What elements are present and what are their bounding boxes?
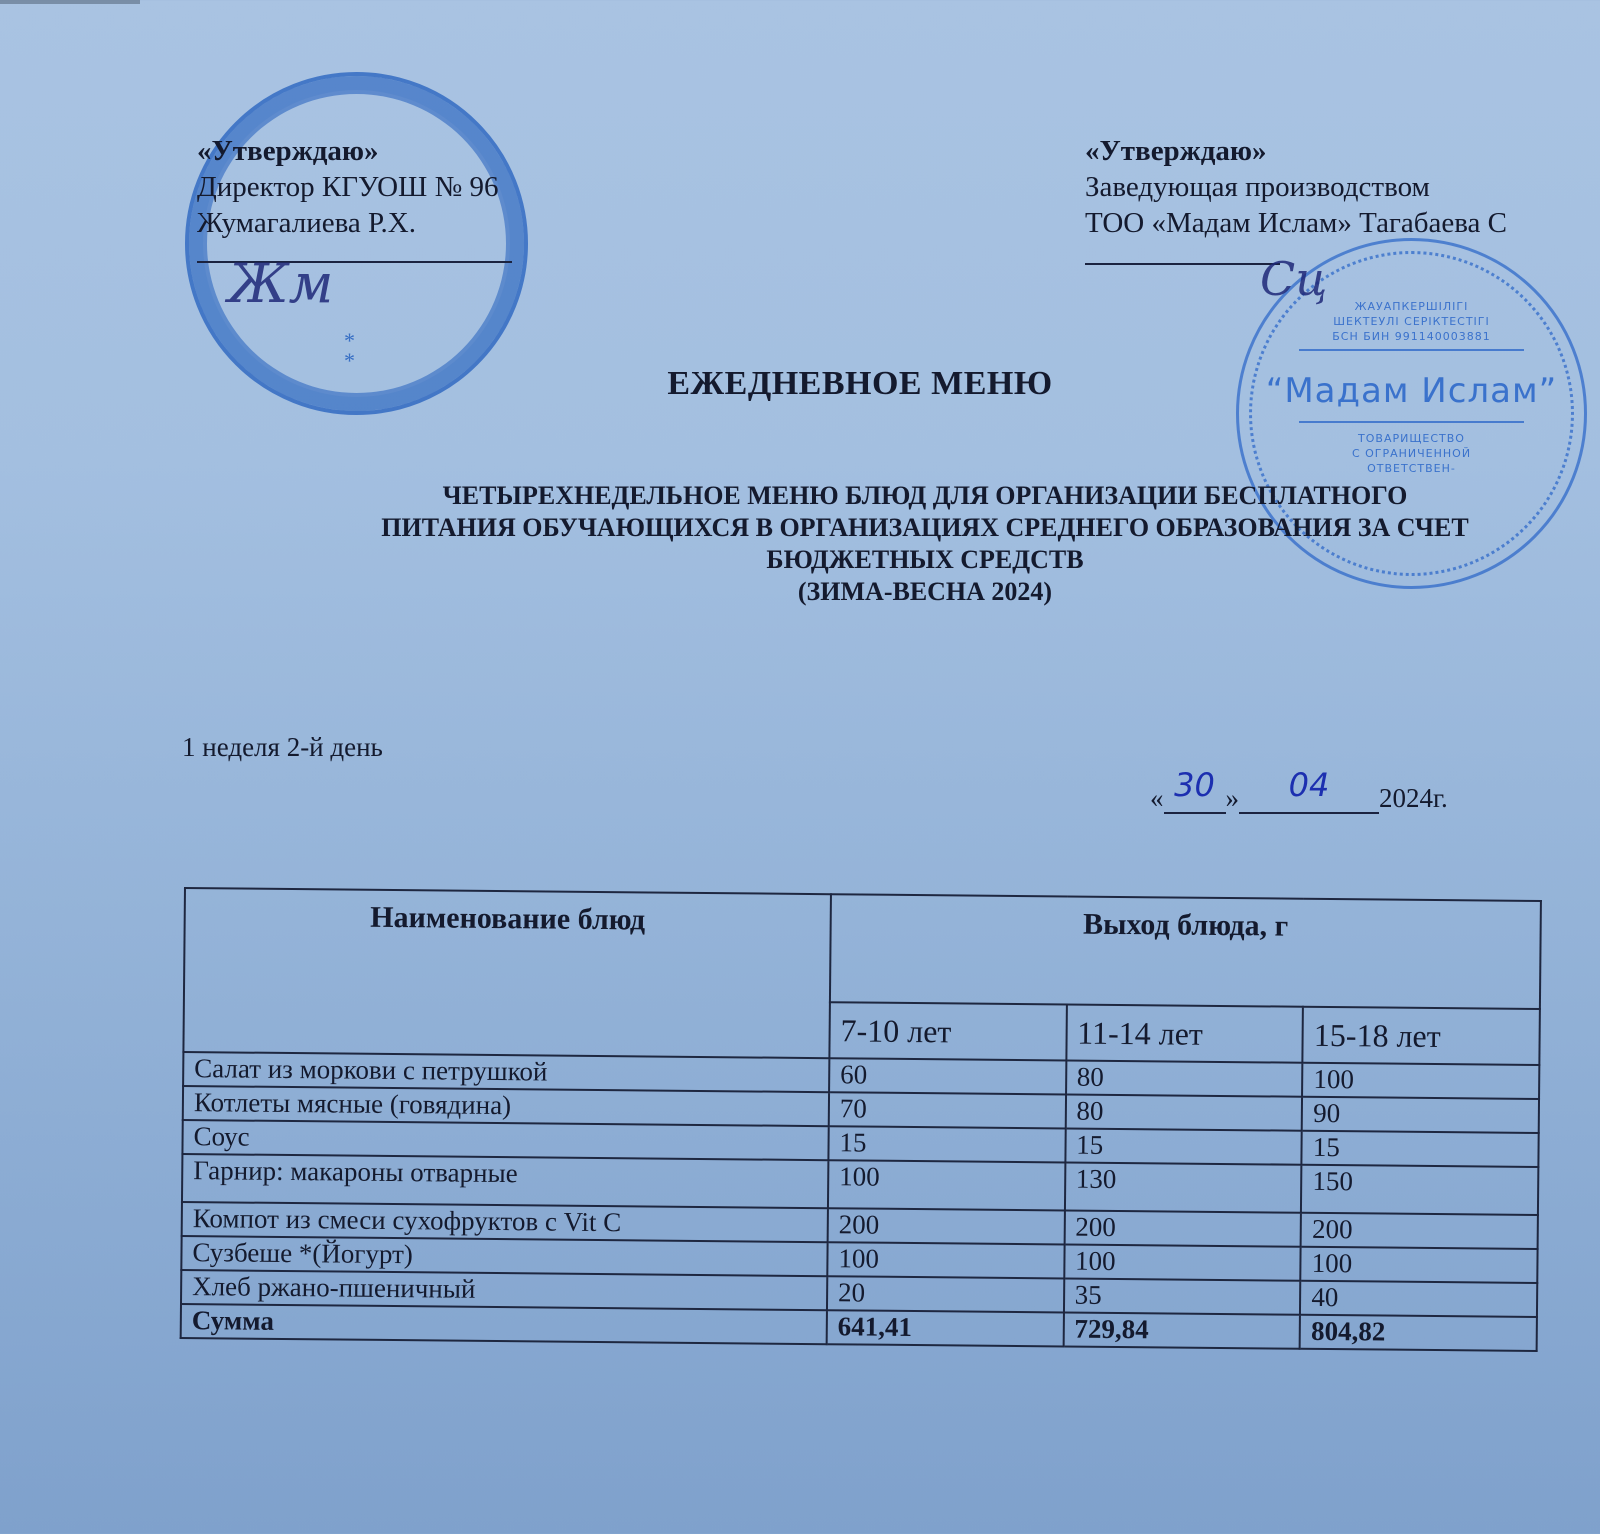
stamp-star-icon: * bbox=[344, 348, 355, 373]
date-month-field bbox=[1239, 766, 1379, 814]
dish-name: Котлеты мясные (говядина) bbox=[183, 1086, 829, 1126]
dish-value: 200 bbox=[828, 1208, 1065, 1244]
header-age-15-18: 15-18 лет bbox=[1303, 1007, 1540, 1065]
approval-position: Директор КГУОШ № 96 bbox=[197, 171, 499, 203]
date-line bbox=[1150, 766, 1448, 814]
dish-value: 200 bbox=[1301, 1213, 1538, 1249]
dish-value: 80 bbox=[1065, 1094, 1302, 1130]
week-day-label: 1 неделя 2-й день bbox=[182, 732, 383, 762]
approval-position: Заведующая производством bbox=[1085, 171, 1430, 203]
document-title: ЕЖЕДНЕВНОЕ МЕНЮ bbox=[667, 365, 1053, 402]
stamp-company-name: “Мадам Ислам” bbox=[1265, 371, 1558, 411]
date-open-quote: « bbox=[1150, 783, 1164, 813]
dish-name: Гарнир: макароны отварные bbox=[182, 1154, 828, 1208]
date-day-handwritten: 30 bbox=[1174, 766, 1215, 804]
dish-value: 40 bbox=[1300, 1281, 1537, 1317]
dish-value: 100 bbox=[827, 1242, 1064, 1278]
dish-value: 35 bbox=[1064, 1278, 1301, 1314]
dish-name: Сузбеше *(Йогурт) bbox=[181, 1236, 827, 1276]
dish-value: 15 bbox=[1065, 1128, 1302, 1164]
photo-edge-shadow bbox=[0, 0, 140, 4]
dish-value: 70 bbox=[829, 1092, 1066, 1128]
dish-name: Салат из моркови с петрушкой bbox=[183, 1052, 829, 1092]
dish-value: 20 bbox=[827, 1276, 1064, 1312]
dish-value: 15 bbox=[828, 1126, 1065, 1162]
sum-value: 729,84 bbox=[1063, 1312, 1300, 1348]
signature-line bbox=[1085, 263, 1280, 265]
header-age-11-14: 11-14 лет bbox=[1066, 1005, 1303, 1063]
sum-value: 641,41 bbox=[827, 1310, 1064, 1346]
dish-value: 100 bbox=[1064, 1244, 1301, 1280]
approval-person: ТОО «Мадам Ислам» Тагабаева С bbox=[1085, 207, 1508, 239]
dish-value: 100 bbox=[828, 1160, 1065, 1210]
approval-person: Жумагалиева Р.Х. bbox=[197, 207, 416, 239]
date-month-handwritten: 04 bbox=[1288, 766, 1330, 804]
stamp-top-text: ЖАУАПКЕРШІЛІГІ ШЕКТЕУЛІ СЕРІКТЕСТІГІ БСН БИН 991140003881 bbox=[1332, 300, 1491, 343]
sum-label: Сумма bbox=[181, 1304, 827, 1344]
header-output: Выход блюда, г bbox=[830, 894, 1541, 1009]
director-signature: Жм bbox=[228, 252, 334, 315]
approval-title: «Утверждаю» bbox=[1085, 135, 1267, 167]
dish-value: 80 bbox=[1066, 1060, 1303, 1096]
menu-table bbox=[180, 887, 1542, 1352]
dish-value: 60 bbox=[829, 1058, 1066, 1094]
document-subtitle: ЧЕТЫРЕХНЕДЕЛЬНОЕ МЕНЮ БЛЮД ДЛЯ ОРГАНИЗАЦИИ БЕСПЛАТНОГО ПИТАНИЯ ОБУЧАЮЩИХСЯ В ОРГАНИЗАЦИЯХ СРЕДНЕГО ОБРАЗОВАНИЯ ЗА СЧЕТ БЮДЖЕТНЫХ СРЕДСТВ (ЗИМА-ВЕСНА 2024) bbox=[381, 481, 1469, 606]
production-signature: Сц bbox=[1260, 252, 1328, 306]
signature-line bbox=[197, 261, 512, 263]
date-year: 2024г. bbox=[1379, 783, 1448, 813]
dish-value: 130 bbox=[1065, 1162, 1302, 1212]
stamp-divider bbox=[1299, 349, 1524, 351]
dish-name: Соус bbox=[182, 1120, 828, 1160]
dish-value: 150 bbox=[1301, 1165, 1538, 1215]
dish-value: 100 bbox=[1302, 1063, 1539, 1099]
dish-value: 90 bbox=[1302, 1097, 1539, 1133]
dish-name: Хлеб ржано-пшеничный bbox=[181, 1270, 827, 1310]
table-header-row bbox=[184, 888, 1541, 1009]
header-dish-name: Наименование блюд bbox=[183, 888, 830, 1058]
approval-title: «Утверждаю» bbox=[197, 135, 379, 167]
dish-value: 100 bbox=[1301, 1247, 1538, 1283]
sum-value: 804,82 bbox=[1300, 1315, 1537, 1351]
dish-value: 15 bbox=[1302, 1131, 1539, 1167]
date-day-field bbox=[1164, 766, 1226, 814]
dish-name: Компот из смеси сухофруктов с Vit C bbox=[182, 1202, 828, 1242]
stamp-bottom-text: ТОВАРИЩЕСТВО С ОГРАНИЧЕННОЙ ОТВЕТСТВЕН- bbox=[1351, 432, 1472, 475]
approval-block-production bbox=[1085, 133, 1600, 265]
stamp-divider bbox=[1299, 421, 1524, 423]
stamp-star-icon: * bbox=[344, 328, 355, 353]
approval-block-director bbox=[197, 133, 512, 263]
dish-value: 200 bbox=[1064, 1210, 1301, 1246]
header-age-7-10: 7-10 лет bbox=[829, 1002, 1066, 1060]
date-close-quote: » bbox=[1225, 783, 1239, 813]
